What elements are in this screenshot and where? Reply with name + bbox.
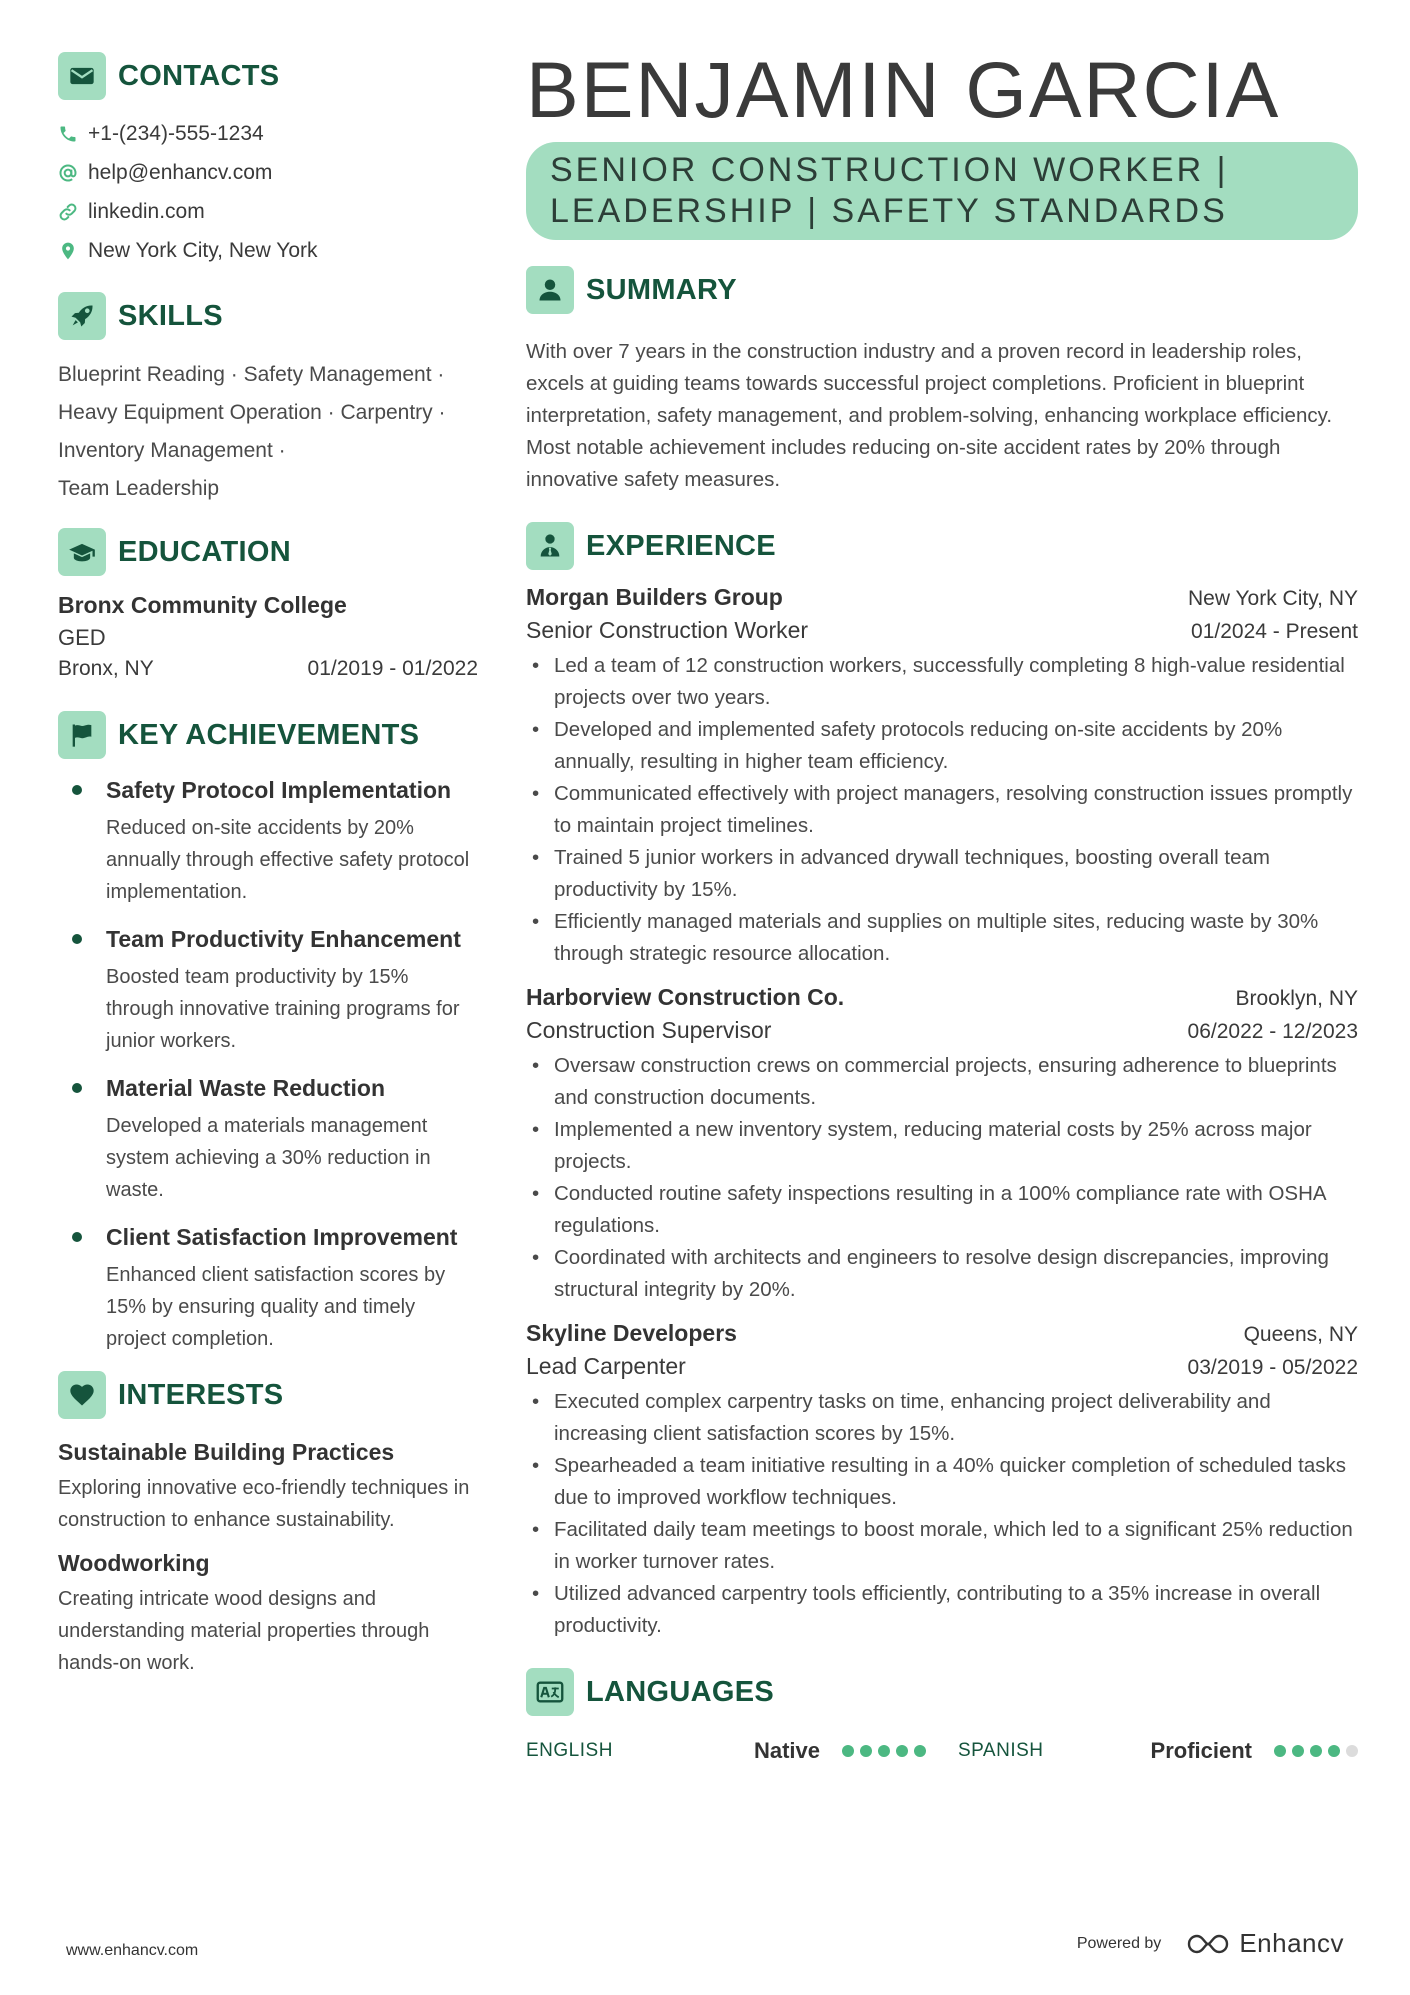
language-rating	[1268, 1745, 1358, 1757]
achievement-title: Safety Protocol Implementation	[106, 777, 452, 803]
job-bullet: • Oversaw construction crews on commercial projects, ensuring adherence to blueprints and construction documents.	[526, 1050, 1358, 1114]
education-dates: 01/2019 - 01/2022	[307, 657, 478, 680]
summary-header	[526, 266, 1358, 314]
experience-header	[526, 522, 1358, 570]
job-bullet: • Led a team of 12 construction workers, successfully completing 8 high-value residential projects over two years.	[526, 650, 1358, 714]
bullet-dot	[72, 1083, 82, 1093]
job-bullets	[526, 1386, 1358, 1642]
skills-title: SKILLS	[118, 299, 223, 332]
interest-title: Woodworking	[58, 1550, 210, 1576]
contacts-header	[58, 52, 478, 100]
language-level: Native	[753, 1738, 820, 1763]
job-company: Morgan Builders Group	[526, 584, 783, 610]
contact-list	[58, 114, 478, 270]
achievement-item	[58, 1222, 478, 1355]
title-line: LEADERSHIP | SAFETY STANDARDS	[550, 192, 1228, 230]
job-dates: 01/2024 - Present	[1191, 620, 1358, 643]
user-icon	[526, 266, 574, 314]
job-bullet: • Spearheaded a team initiative resulting in a 40% quicker completion of scheduled tasks due to improved workflow techniques.	[526, 1450, 1358, 1514]
interests-title: INTERESTS	[118, 1378, 284, 1411]
contact-location	[58, 231, 478, 270]
job-company: Harborview Construction Co.	[526, 984, 845, 1010]
job-bullet: • Utilized advanced carpentry tools efficiently, contributing to a 35% increase in overall productivity.	[526, 1578, 1358, 1642]
location-icon	[58, 241, 78, 261]
education-location: Bronx, NY	[58, 657, 154, 680]
job-company: Skyline Developers	[526, 1320, 737, 1346]
left-column	[58, 52, 478, 1679]
job-entry	[526, 584, 1358, 970]
brand-name: Enhancv	[1239, 1928, 1344, 1958]
skills-header	[58, 292, 478, 340]
rating-dot-filled	[860, 1745, 872, 1757]
achievements-title: KEY ACHIEVEMENTS	[118, 718, 420, 751]
linkedin-text[interactable]: linkedin.com	[88, 199, 205, 223]
title-band	[526, 142, 1358, 240]
envelope-icon	[58, 52, 106, 100]
interest-desc: Creating intricate wood designs and understanding material properties through hands-on work.	[58, 1588, 430, 1674]
achievement-item	[58, 1073, 478, 1206]
job-bullet: • Coordinated with architects and engineers to resolve design discrepancies, improving structural integrity by 20%.	[526, 1242, 1358, 1306]
education-school: Bronx Community College	[58, 592, 347, 618]
footer-website[interactable]: www.enhancv.com	[66, 1942, 199, 1959]
job-dates: 03/2019 - 05/2022	[1187, 1356, 1358, 1379]
enhancv-logo[interactable]	[1185, 1928, 1344, 1959]
skills-line: Inventory Management ·	[58, 439, 286, 462]
achievement-desc: Boosted team productivity by 15% through innovative training programs for junior workers.	[106, 966, 460, 1052]
achievement-desc: Developed a materials management system achieving a 30% reduction in waste.	[106, 1115, 431, 1201]
languages-title: LANGUAGES	[586, 1675, 774, 1708]
job-bullet: • Conducted routine safety inspections resulting in a 100% compliance rate with OSHA regulations.	[526, 1178, 1358, 1242]
achievement-item	[58, 924, 478, 1057]
achievement-desc: Reduced on-site accidents by 20% annually through effective safety protocol implementation.	[106, 817, 470, 903]
briefcase-person-icon	[526, 522, 574, 570]
rating-dot-filled	[1328, 1745, 1340, 1757]
language-item	[958, 1738, 1358, 1764]
job-role: Lead Carpenter	[526, 1353, 686, 1379]
language-item	[526, 1738, 926, 1764]
footer-brand	[1077, 1928, 1344, 1959]
education-title: EDUCATION	[118, 535, 291, 568]
job-dates: 06/2022 - 12/2023	[1187, 1020, 1358, 1043]
education-header	[58, 528, 478, 576]
candidate-name: BENJAMIN GARCIA	[526, 45, 1281, 134]
heart-icon	[58, 1371, 106, 1419]
rating-dot-filled	[1310, 1745, 1322, 1757]
job-role: Construction Supervisor	[526, 1017, 772, 1043]
rating-dot-filled	[914, 1745, 926, 1757]
interest-title: Sustainable Building Practices	[58, 1439, 395, 1465]
achievement-title: Team Productivity Enhancement	[106, 926, 461, 952]
rating-dot-filled	[1274, 1745, 1286, 1757]
bullet-dot	[72, 934, 82, 944]
job-bullet: • Developed and implemented safety protocols reducing on-site accidents by 20% annually, resulting in higher team efficiency.	[526, 714, 1358, 778]
rating-dot-empty	[1346, 1745, 1358, 1757]
contact-phone	[58, 114, 478, 153]
rating-dot-filled	[896, 1745, 908, 1757]
email-text[interactable]: help@enhancv.com	[88, 160, 273, 184]
job-entry	[526, 984, 1358, 1306]
achievements-list	[58, 775, 478, 1355]
achievement-title: Material Waste Reduction	[106, 1075, 386, 1101]
achievement-desc: Enhanced client satisfaction scores by 15% by ensuring quality and timely project completion.	[106, 1264, 446, 1350]
rating-dot-filled	[842, 1745, 854, 1757]
skills-line: Team Leadership	[58, 477, 220, 500]
education-meta	[58, 657, 478, 681]
title-line: SENIOR CONSTRUCTION WORKER |	[550, 151, 1229, 189]
achievements-header	[58, 711, 478, 759]
powered-by-text: Powered by	[1076, 1934, 1162, 1952]
interests-header	[58, 1371, 478, 1419]
job-role: Senior Construction Worker	[526, 617, 809, 643]
summary-text: With over 7 years in the construction industry and a proven record in leadership roles, excels at guiding teams towards successful project completions. Proficient in blueprint interpretation, safety management, and problem-solving, enhancing workplace efficiency. Most notable achievement includes reducing on-site accident rates by 20% through innovative safety measures.	[526, 340, 1333, 491]
rating-dot-filled	[1292, 1745, 1304, 1757]
rocket-icon	[58, 292, 106, 340]
contacts-title: CONTACTS	[118, 59, 280, 92]
job-entry	[526, 1320, 1358, 1642]
job-bullet: • Efficiently managed materials and supplies on multiple sites, reducing waste by 30% through strategic resource allocation.	[526, 906, 1358, 970]
translate-icon	[526, 1668, 574, 1716]
contact-email	[58, 153, 478, 192]
languages-header	[526, 1668, 1358, 1716]
job-bullet: • Executed complex carpentry tasks on time, enhancing project deliverability and increasing client satisfaction scores by 15%.	[526, 1386, 1358, 1450]
summary-title: SUMMARY	[586, 273, 737, 306]
experience-title: EXPERIENCE	[586, 529, 776, 562]
job-bullet: • Implemented a new inventory system, reducing material costs by 25% across major projects.	[526, 1114, 1358, 1178]
job-bullet: • Trained 5 junior workers in advanced drywall techniques, boosting overall team productivity by 15%.	[526, 842, 1358, 906]
job-location: New York City, NY	[1188, 587, 1358, 610]
language-name: SPANISH	[958, 1740, 1044, 1761]
bullet-dot	[72, 1232, 82, 1242]
job-location: Queens, NY	[1243, 1323, 1358, 1346]
phone-text[interactable]: +1-(234)-555-1234	[88, 121, 264, 145]
at-icon	[58, 163, 78, 183]
phone-icon	[58, 124, 78, 144]
language-level: Proficient	[1150, 1738, 1252, 1763]
job-bullet: • Facilitated daily team meetings to boost morale, which led to a significant 25% reduction in worker turnover rates.	[526, 1514, 1358, 1578]
job-bullet: • Communicated effectively with project managers, resolving construction issues promptly to maintain project timelines.	[526, 778, 1358, 842]
right-column	[526, 46, 1358, 1764]
contact-linkedin	[58, 192, 478, 231]
language-name: ENGLISH	[526, 1740, 613, 1761]
skills-line: Heavy Equipment Operation · Carpentry ·	[58, 401, 446, 424]
flag-icon	[58, 711, 106, 759]
location-text: New York City, New York	[88, 238, 318, 262]
rating-dot-filled	[878, 1745, 890, 1757]
skills-line: Blueprint Reading · Safety Management ·	[58, 363, 445, 386]
interest-desc: Exploring innovative eco-friendly techniques in construction to enhance sustainability.	[58, 1477, 470, 1531]
bullet-dot	[72, 785, 82, 795]
skills-list	[58, 356, 478, 508]
enhancv-logo-icon	[1185, 1931, 1231, 1957]
link-icon	[58, 202, 78, 222]
job-bullets	[526, 1050, 1358, 1306]
education-degree: GED	[58, 625, 106, 650]
graduation-cap-icon	[58, 528, 106, 576]
job-location: Brooklyn, NY	[1235, 987, 1358, 1010]
achievement-item	[58, 775, 478, 908]
job-bullets	[526, 650, 1358, 970]
achievement-title: Client Satisfaction Improvement	[106, 1224, 458, 1250]
language-rating	[836, 1745, 926, 1757]
languages-row	[526, 1738, 1358, 1764]
